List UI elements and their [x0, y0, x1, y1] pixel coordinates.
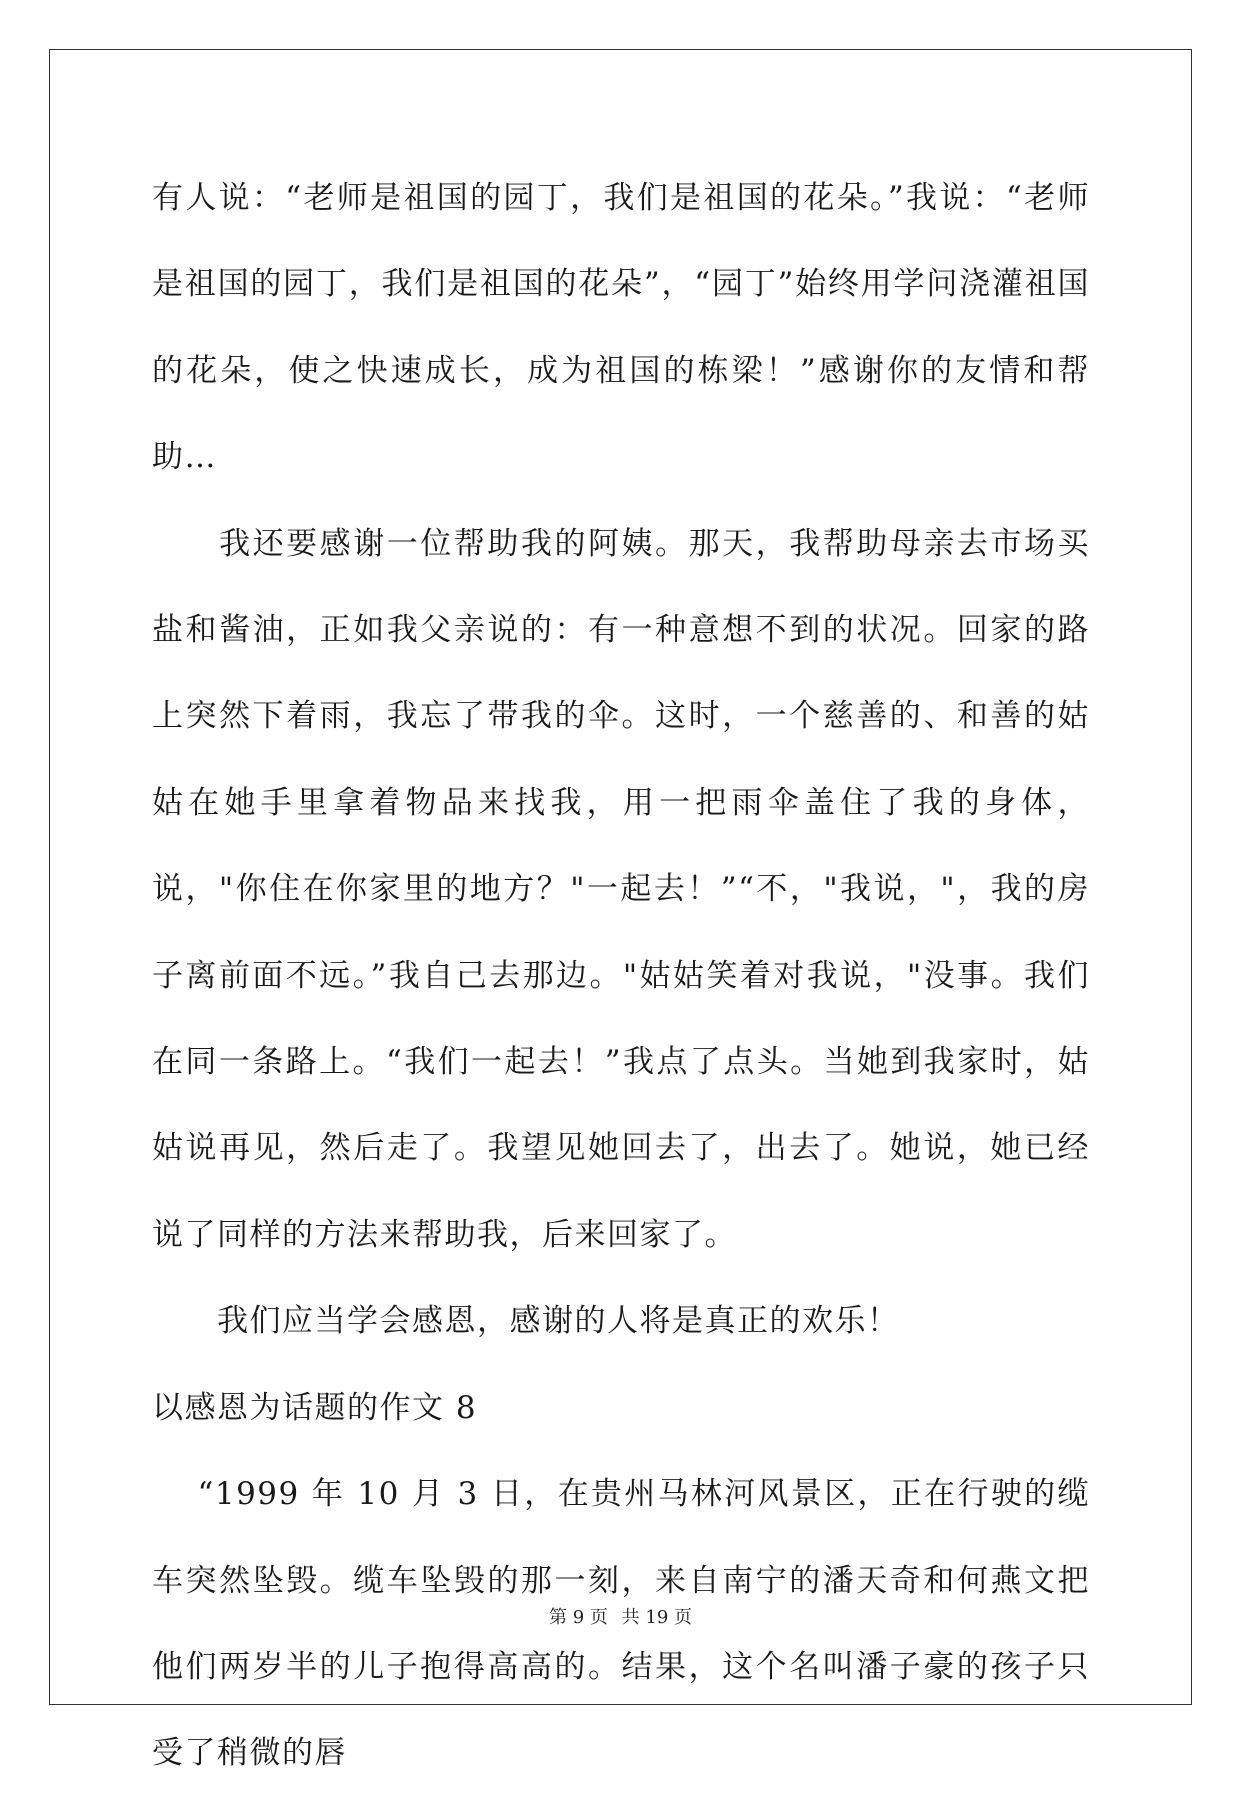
section-paragraph-1: “1999 年 10 月 3 日，在贵州马林河风景区，正在行驶的缆车突然坠毁。缆车坠毁的那一刻，来自南宁的潘天奇和何燕文把他们两岁半的儿子抱得高高的。结果，这个名叫潘子豪的孩子只受了稍微的唇: [152, 1476, 1090, 1772]
page-number: 第 9 页: [549, 1607, 608, 1628]
section-title: 以感恩为话题的作文 8: [152, 1389, 478, 1426]
paragraph-3: 我们应当学会感恩，感谢的人将是真正的欢乐！: [152, 1303, 900, 1340]
paragraph-1: 有人说：“老师是祖国的园丁，我们是祖国的花朵。”我说：“老师是祖国的园丁，我们是祖国的花朵”，“园丁”始终用学问浇灌祖国的花朵，使之快速成长，成为祖国的栋梁！”感谢你的友情和帮助…: [152, 180, 1090, 476]
page-footer: [0, 1603, 1241, 1629]
page-total: 共 19 页: [621, 1607, 692, 1628]
document-body: [152, 155, 1090, 1797]
paragraph-2: 我还要感谢一位帮助我的阿姨。那天，我帮助母亲去市场买盐和酱油，正如我父亲说的：有一种意想不到的状况。回家的路上突然下着雨，我忘了带我的伞。这时，一个慈善的、和善的姑姑在她手里拿着物品来找我，用一把雨伞盖住了我的身体，说，"你住在你家里的地方？"一起去！”“不，"我说，"，我的房子离前面不远。”我自己去那边。"姑姑笑着对我说，"没事。我们在同一条路上。“我们一起去！”我点了点头。当她到我家时，姑姑说再见，然后走了。我望见她回去了，出去了。她说，她已经说了同样的方法来帮助我，后来回家了。: [152, 525, 1090, 1253]
